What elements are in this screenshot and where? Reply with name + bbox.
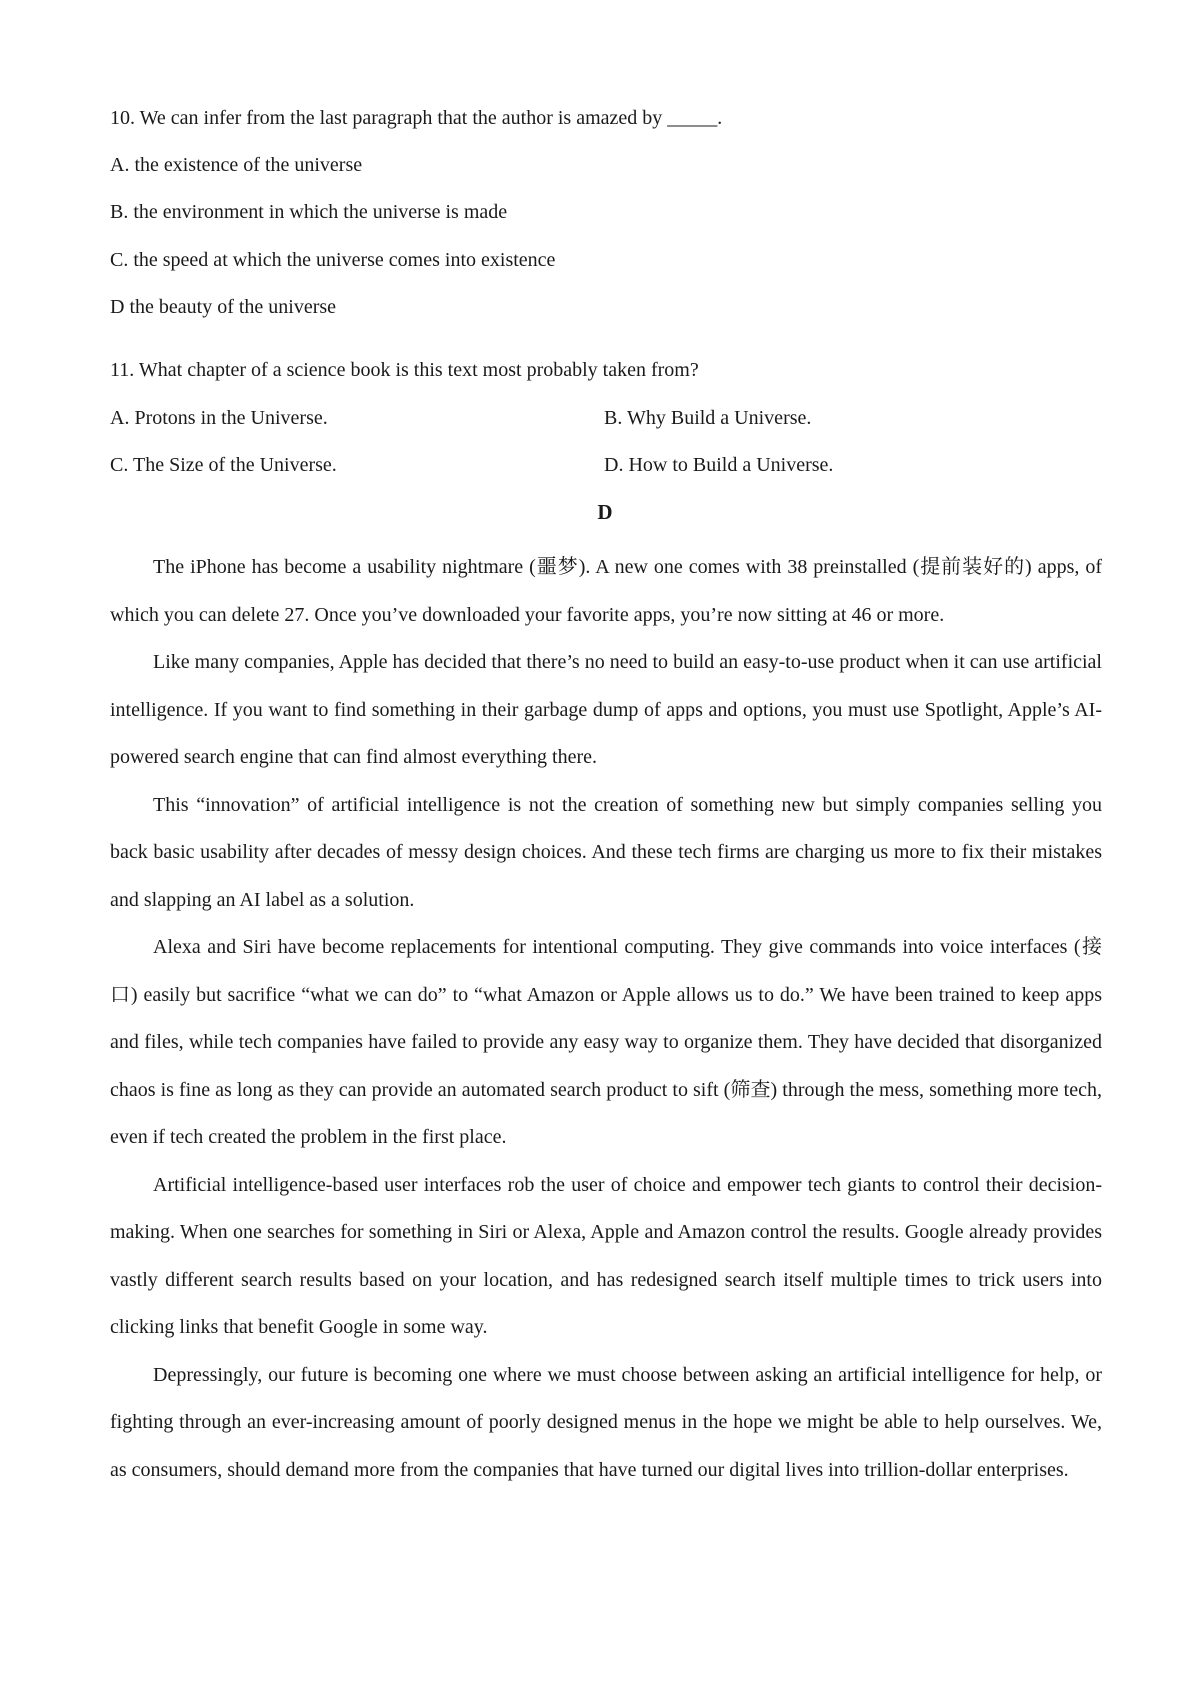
section-heading: D (597, 500, 613, 524)
question-11-option-d: D. How to Build a Universe. (604, 454, 834, 476)
paragraph: This “innovation” of artificial intelligence is not the creation of something new but simply companies selling you back basic usability after decades of messy design choices. And these tech firms are charging us more to fix their mistakes and slapping an AI label as a solution. (110, 793, 1102, 911)
paragraph: Artificial intelligence-based user interfaces rob the user of choice and empower tech giants to control their decision-making. When one searches for something in Siri or Alexa, Apple and Amazon control the results. Google already provides vastly different search results based on your location, and has redesigned search itself multiple times to trick users into clicking links that benefit Google in some way. (110, 1173, 1102, 1338)
passage-d (110, 544, 1102, 1494)
question-10-option-b: B. the environment in which the universe is made (110, 201, 508, 223)
paragraph: The iPhone has become a usability nightmare (噩梦). A new one comes with 38 preinstalled (提前装好的) apps, of which you can delete 27. Once you’ve downloaded your favorite apps, you’re now sitting at 46 or more. (110, 556, 1102, 626)
question-10-option-a: A. the existence of the universe (110, 154, 363, 176)
paragraph: Like many companies, Apple has decided that there’s no need to build an easy-to-use product when it can use artificial intelligence. If you want to find something in their garbage dump of apps and options, you must use Spotlight, Apple’s AI-powered search engine that can find almost everything there. (110, 651, 1102, 768)
question-11-option-c: C. The Size of the Universe. (110, 454, 337, 476)
question-10-option-c: C. the speed at which the universe comes into existence (110, 249, 556, 271)
question-10-option-d: D the beauty of the universe (110, 296, 337, 318)
paragraph: Depressingly, our future is becoming one where we must choose between asking an artificial intelligence for help, or fighting through an ever-increasing amount of poorly designed menus in the hope we might be able to help ourselves. We, as consumers, should demand more from the companies that have turned our digital lives into trillion-dollar enterprises. (110, 1363, 1102, 1481)
question-11-option-a: A. Protons in the Universe. (110, 407, 328, 429)
question-10-stem: 10. We can infer from the last paragraph that the author is amazed by _____. (110, 107, 723, 129)
question-11-stem: 11. What chapter of a science book is this text most probably taken from? (110, 359, 699, 381)
paragraph: Alexa and Siri have become replacements for intentional computing. They give commands into voice interfaces (接口) easily but sacrifice “what we can do” to “what Amazon or Apple allows us to do.” We have been trained to keep apps and files, while tech companies have failed to provide any easy way to organize them. They have decided that disorganized chaos is fine as long as they can provide an automated search product to sift (筛查) through the mess, something more tech, even if tech created the problem in the first place. (110, 936, 1102, 1148)
question-11-option-b: B. Why Build a Universe. (604, 407, 812, 429)
